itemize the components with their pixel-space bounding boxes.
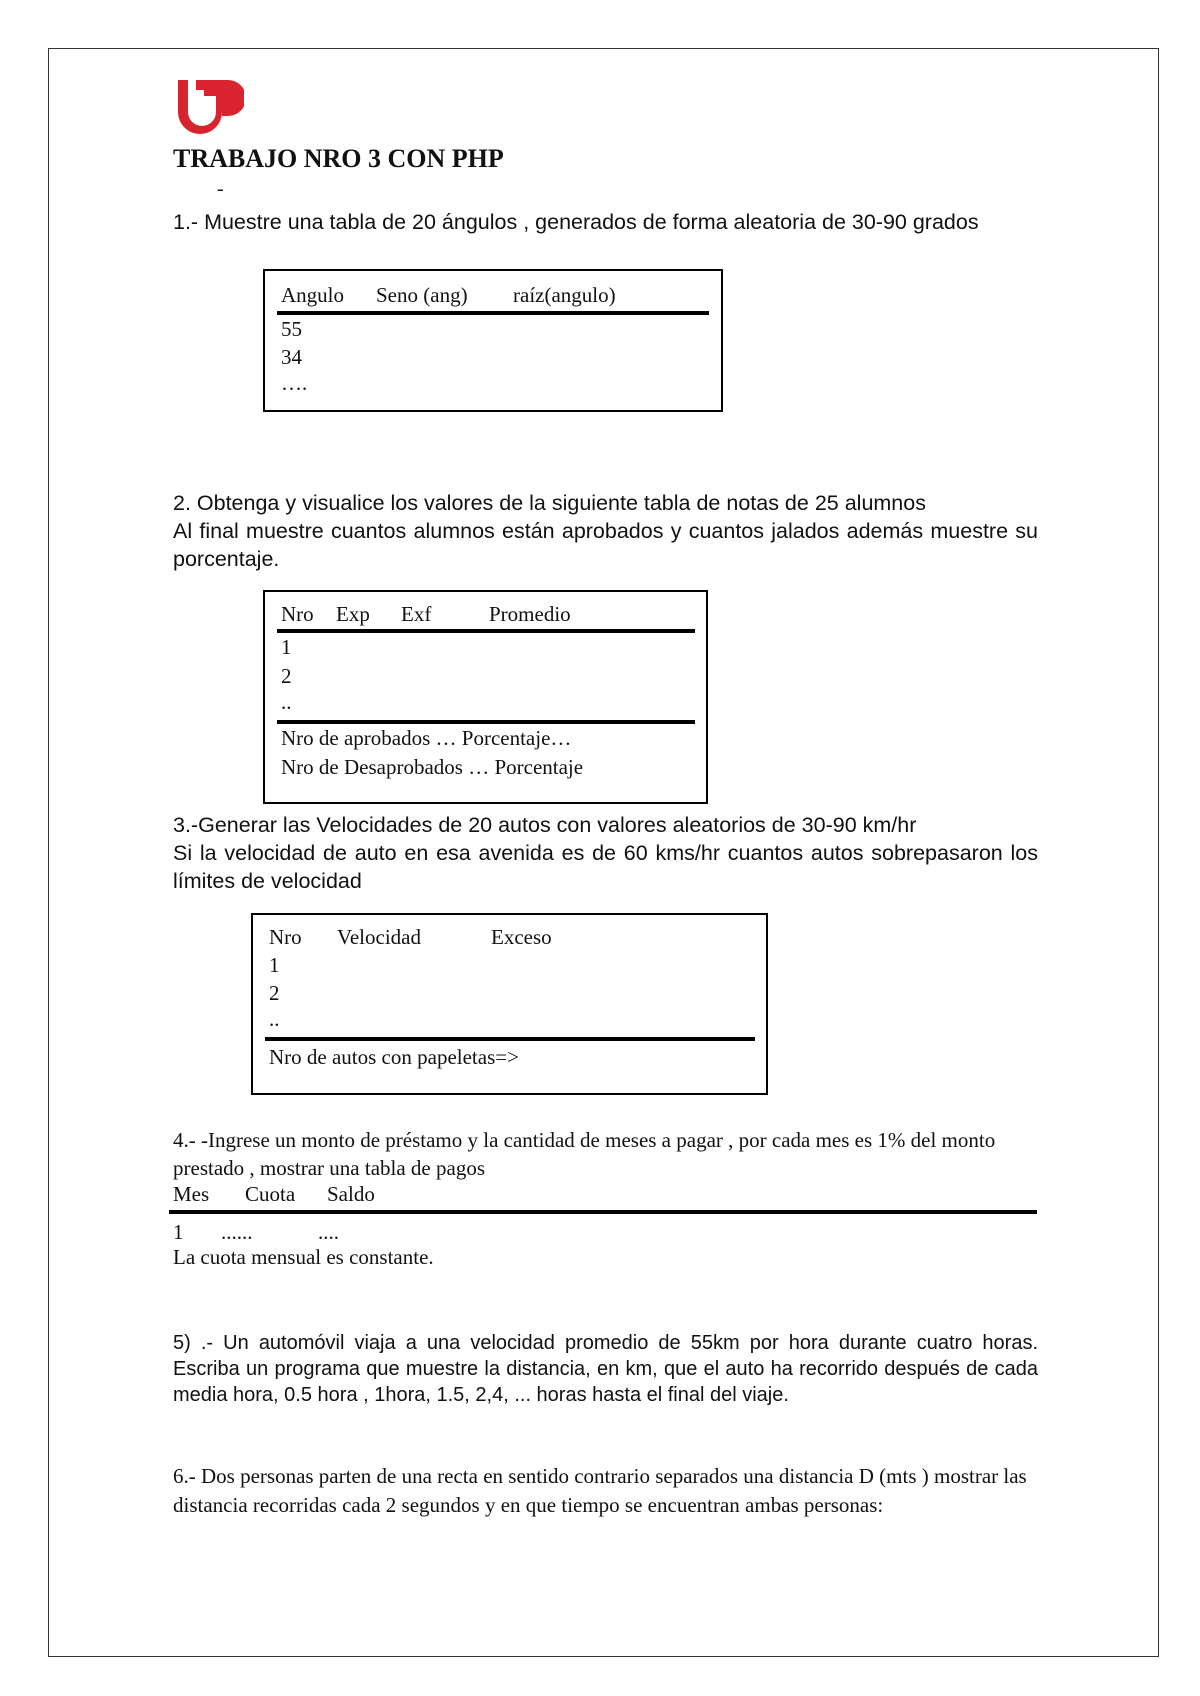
- tickets-summary: Nro de autos con papeletas=>: [269, 1045, 519, 1069]
- payments-note: La cuota mensual es constante.: [173, 1245, 434, 1269]
- header-angulo: Angulo: [281, 283, 344, 307]
- table-row: 1: [269, 953, 280, 977]
- question-3-line-2: Si la velocidad de auto en esa avenida es de 60 kms/hr cuantos autos sobrepasaron los límites de velocidad: [173, 841, 1038, 893]
- header-exf: Exf: [401, 602, 432, 626]
- grades-table: [263, 590, 708, 804]
- header-nro: Nro: [281, 602, 314, 626]
- header-raiz: raíz(angulo): [513, 283, 616, 307]
- table-row: 34: [281, 345, 302, 369]
- footer-rule: [277, 720, 695, 724]
- table-row: ..: [269, 1007, 280, 1031]
- table-row: 1: [281, 635, 292, 659]
- question-4-text: 4.- -Ingrese un monto de préstamo y la cantidad de meses a pagar , por cada mes es 1% del monto prestado , mostrar una tabla de pagos: [173, 1128, 996, 1180]
- approved-summary: Nro de aprobados … Porcentaje…: [281, 726, 572, 750]
- table-row: 55: [281, 317, 302, 341]
- speed-table: [251, 913, 768, 1095]
- university-logo: [174, 76, 244, 138]
- title-dash: -: [217, 178, 224, 200]
- header-exp: Exp: [336, 602, 370, 626]
- page-title: TRABAJO NRO 3 CON PHP: [173, 144, 504, 173]
- row-cuota: ......: [221, 1220, 253, 1244]
- payments-header-rule: [169, 1210, 1037, 1214]
- question-1-text: 1.- Muestre una tabla de 20 ángulos , generados de forma aleatoria de 30-90 grados: [173, 210, 979, 234]
- failed-summary: Nro de Desaprobados … Porcentaje: [281, 755, 584, 779]
- row-saldo: ....: [318, 1220, 339, 1244]
- question-6-text: 6.- Dos personas parten de una recta en sentido contrario separados una distancia D (mts ) mostrar las distancia recorridas cada 2 segundos y en que tiempo se encuentran ambas personas:: [173, 1464, 1027, 1517]
- row-mes: 1: [173, 1220, 184, 1244]
- question-3-line-1: 3.-Generar las Velocidades de 20 autos con valores aleatorios de 30-90 km/hr: [173, 813, 917, 837]
- question-2-text: [173, 489, 1038, 573]
- header-rule: [277, 629, 695, 633]
- header-mes: Mes: [173, 1182, 210, 1206]
- header-saldo: Saldo: [327, 1182, 375, 1206]
- header-rule: [277, 311, 709, 315]
- table-row: ..: [281, 690, 292, 714]
- question-2-line-2: Al final muestre cuantos alumnos están aprobados y cuantos jalados además muestre su porcentaje.: [173, 519, 1038, 571]
- payments-row: [173, 1220, 573, 1248]
- header-nro: Nro: [269, 925, 302, 949]
- table-row: 2: [269, 981, 280, 1005]
- header-velocidad: Velocidad: [337, 925, 421, 949]
- header-cuota: Cuota: [245, 1182, 296, 1206]
- question-3-text: [173, 811, 1038, 895]
- table-row: ….: [281, 371, 308, 395]
- header-seno: Seno (ang): [376, 283, 468, 307]
- header-promedio: Promedio: [489, 602, 571, 626]
- question-5-text: 5) .- Un automóvil viaja a una velocidad promedio de 55km por hora durante cuatro horas. Escriba un programa que muestre la distancia, en km, que el auto ha recorrido después de cada media hora, 0.5 hora , 1hora, 1.5, 2,4, ... horas hasta el final del viaje.: [173, 1332, 1038, 1406]
- payments-header-row: [173, 1182, 1039, 1212]
- angle-table: [263, 269, 723, 412]
- footer-rule: [265, 1037, 755, 1041]
- table-row: 2: [281, 664, 292, 688]
- question-2-line-1: 2. Obtenga y visualice los valores de la siguiente tabla de notas de 25 alumnos: [173, 491, 926, 515]
- header-exceso: Exceso: [491, 925, 552, 949]
